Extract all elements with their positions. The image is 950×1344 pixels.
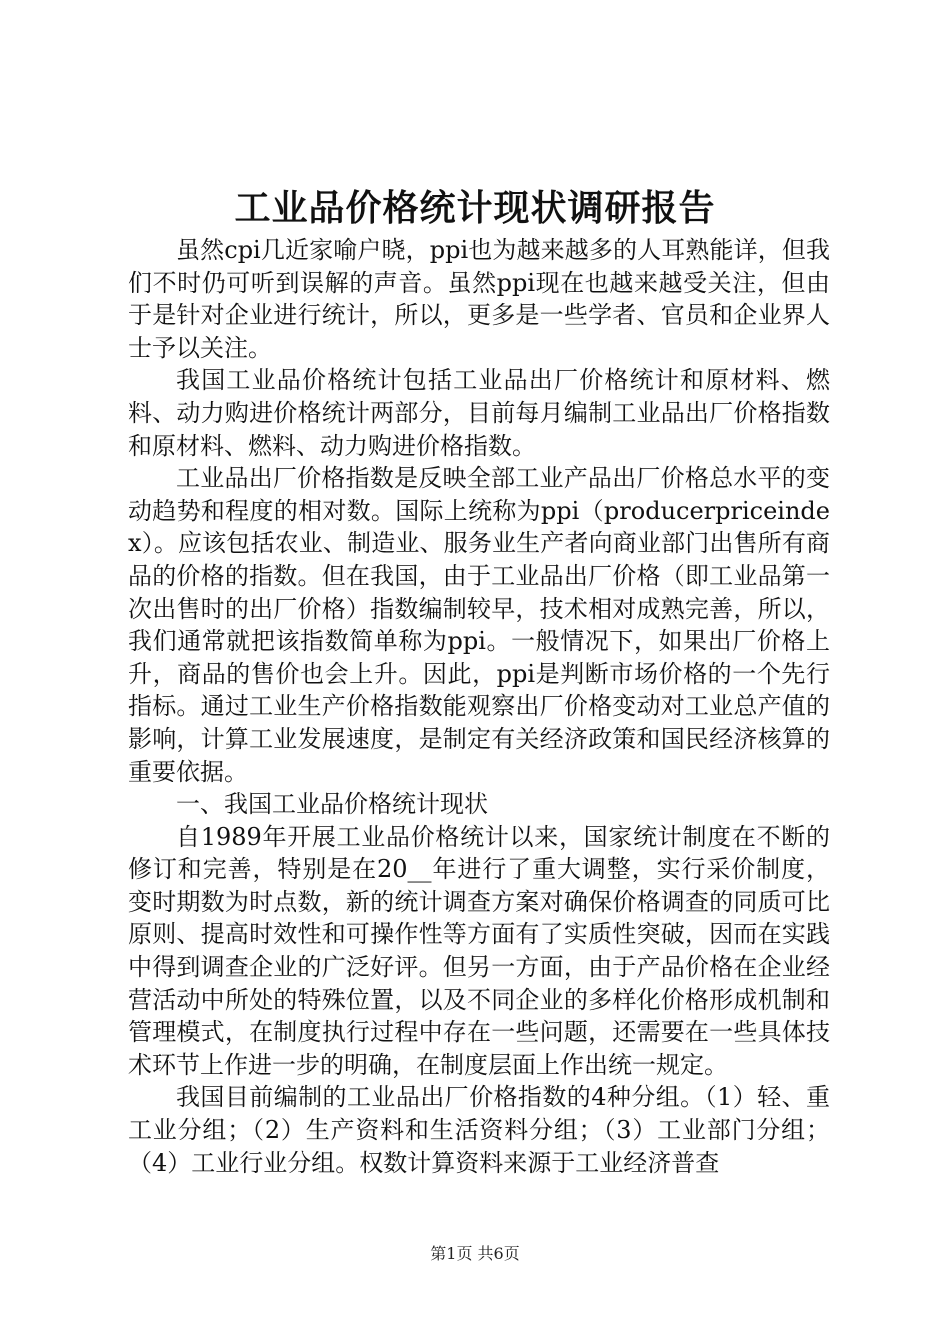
document-body <box>128 234 830 1179</box>
page-footer: 第1页 共6页 <box>430 1244 520 1263</box>
paragraph-intro: 虽然cpi几近家喻户晓，ppi也为越来越多的人耳熟能详，但我们不时仍可听到误解的声音。虽然ppi现在也越来越受关注，但由于是针对企业进行统计，所以，更多是一些学者、官员和企业界人士予以关注。 <box>128 236 830 362</box>
paragraph-history: 自1989年开展工业品价格统计以来，国家统计制度在不断的修订和完善，特别是在20__年进行了重大调整，实行采价制度，变时期数为时点数，新的统计调查方案对确保价格调查的同质可比原则、提高时效性和可操作性等方面有了实质性突破，因而在实践中得到调查企业的广泛好评。但另一方面，由于产品价格在企业经营活动中所处的特殊位置，以及不同企业的多样化价格形成机制和管理模式，在制度执行过程中存在一些问题，还需要在一些具体技术环节上作进一步的明确，在制度层面上作出统一规定。 <box>128 822 830 1079</box>
paragraph-ppi-definition: 工业品出厂价格指数是反映全部工业产品出厂价格总水平的变动趋势和程度的相对数。国际上统称为ppi（producerpriceindex）。应该包括农业、制造业、服务业生产者向商业部门出售所有商品的价格的指数。但在我国，由于工业品出厂价格（即工业品第一次出售时的出厂价格）指数编制较早，技术相对成熟完善，所以，我们通常就把该指数简单称为ppi。一般情况下，如果出厂价格上升，商品的售价也会上升。因此，ppi是判断市场价格的一个先行指标。通过工业生产价格指数能观察出厂价格变动对工业总产值的影响，计算工业发展速度，是制定有关经济政策和国民经济核算的重要依据。 <box>128 464 830 786</box>
paragraph-groupings: 我国目前编制的工业品出厂价格指数的4种分组。（1）轻、重工业分组；（2）生产资料和生活资料分组；（3）工业部门分组；（4）工业行业分组。权数计算资料来源于工业经济普查 <box>128 1083 830 1177</box>
section-heading: 一、我国工业品价格统计现状 <box>176 790 488 819</box>
document-title: 工业品价格统计现状调研报告 <box>234 187 716 229</box>
paragraph-scope: 我国工业品价格统计包括工业品出厂价格统计和原材料、燃料、动力购进价格统计两部分，目前每月编制工业品出厂价格指数和原材料、燃料、动力购进价格指数。 <box>128 366 830 460</box>
